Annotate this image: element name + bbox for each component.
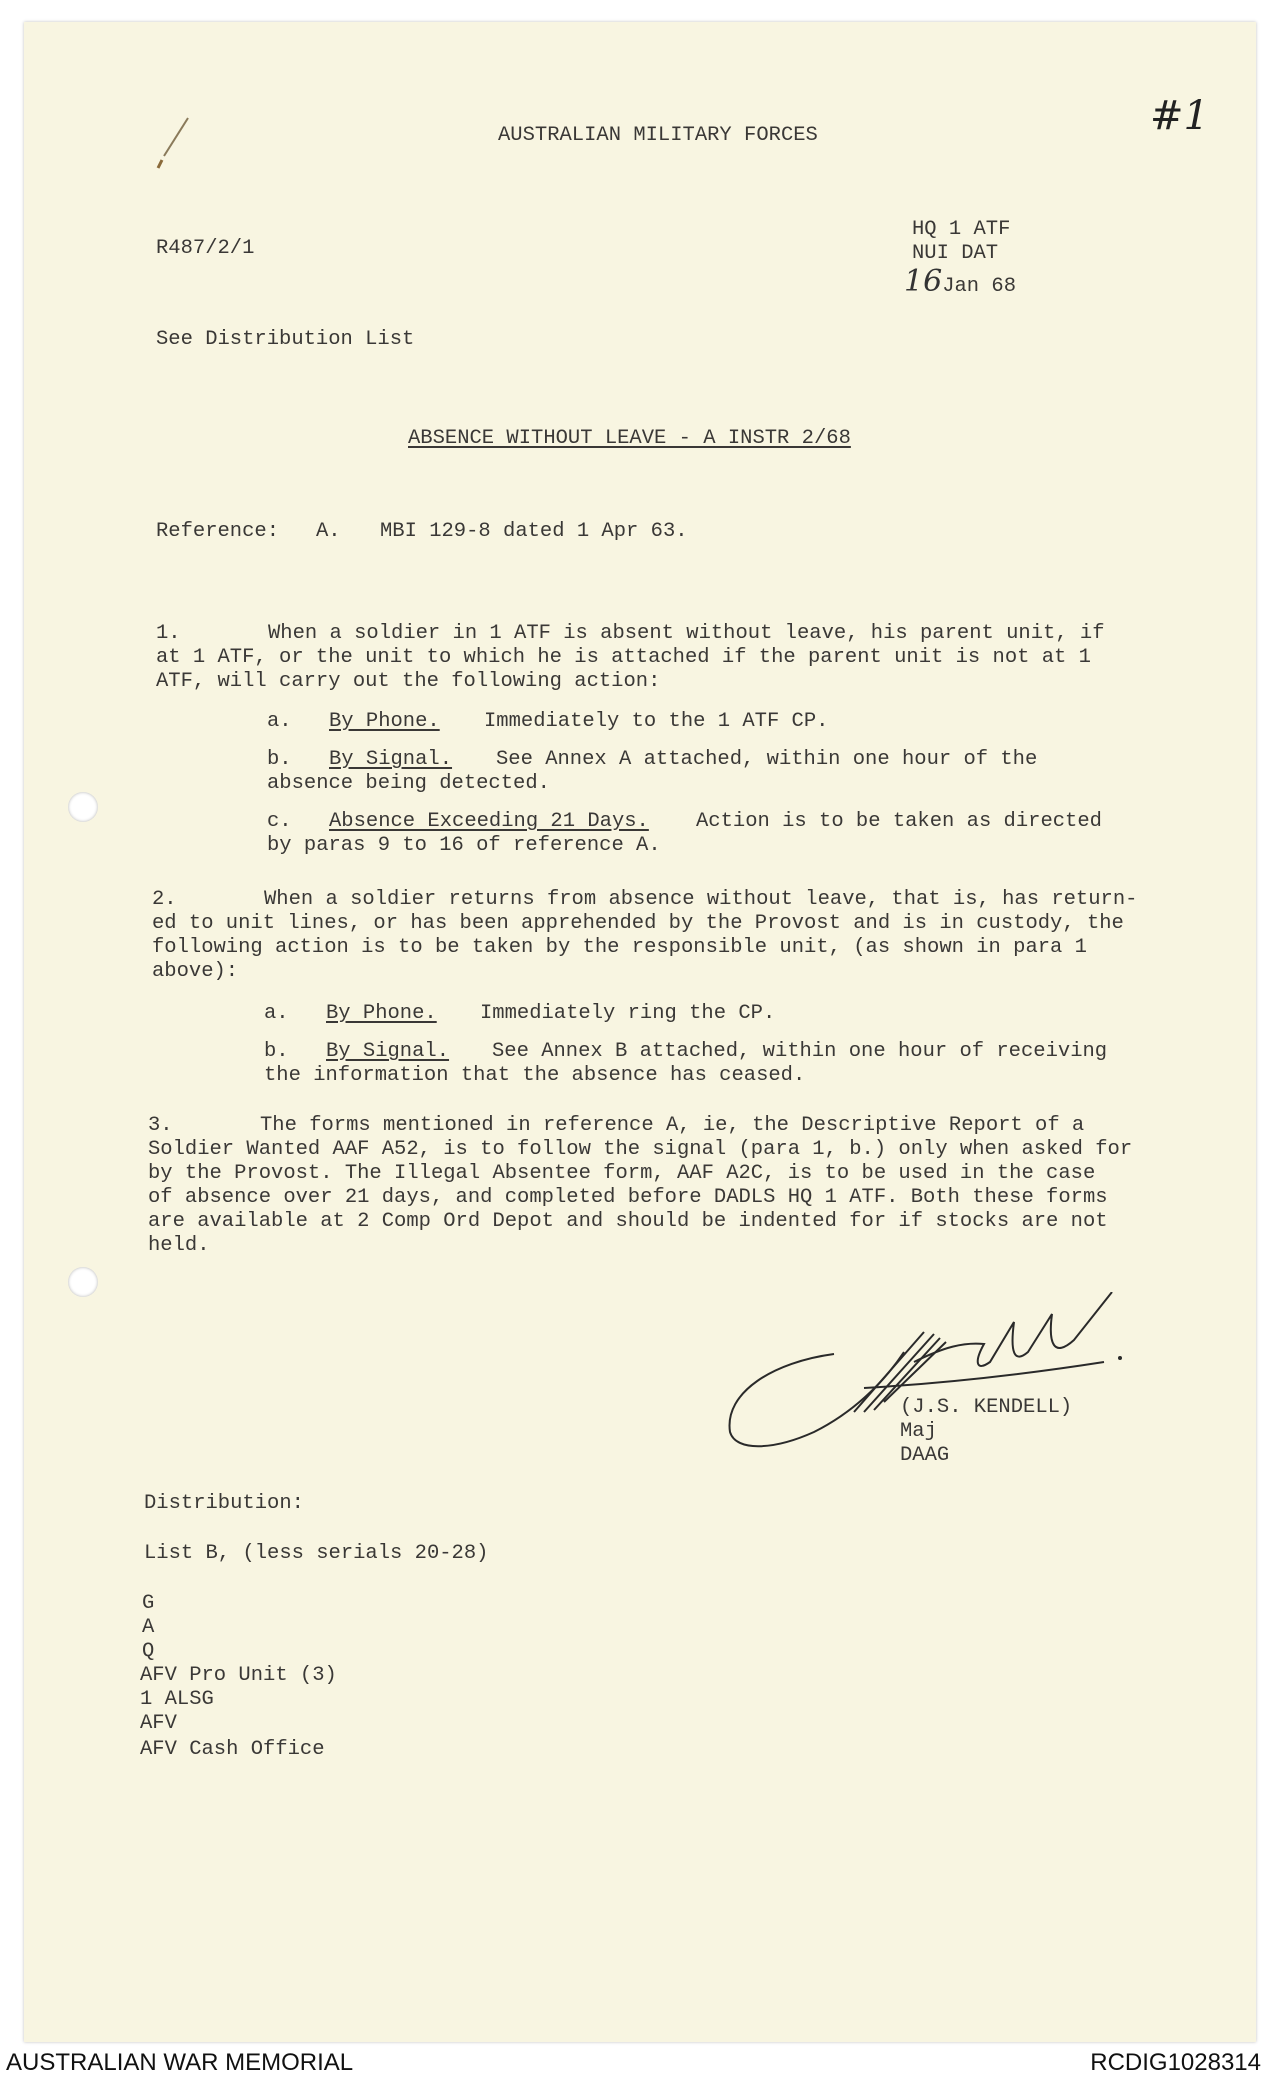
distribution-item: AFV bbox=[140, 1712, 177, 1735]
para-line: held. bbox=[148, 1234, 210, 1257]
document-page bbox=[24, 22, 1256, 2042]
footer-record-id: RCDIG1028314 bbox=[1090, 2049, 1261, 2076]
location: NUI DAT bbox=[912, 242, 999, 265]
subpara-text-cont: by paras 9 to 16 of reference A. bbox=[267, 834, 661, 857]
para-line: above): bbox=[152, 960, 239, 983]
para-line: When a soldier returns from absence without leave, that is, has return- bbox=[264, 888, 1138, 911]
para-line: Soldier Wanted AAF A52, is to follow the signal (para 1, b.) only when asked for bbox=[148, 1138, 1133, 1161]
subpara-heading: By Phone. bbox=[326, 1002, 437, 1025]
para-line: following action is to be taken by the responsible unit, (as shown in para 1 bbox=[152, 936, 1087, 959]
subpara-heading: By Signal. bbox=[326, 1040, 450, 1063]
punch-hole bbox=[68, 792, 98, 822]
distribution-list: List B, (less serials 20-28) bbox=[144, 1542, 489, 1565]
punch-hole bbox=[68, 1267, 98, 1297]
para-number: 1. bbox=[156, 622, 181, 645]
document-header: AUSTRALIAN MILITARY FORCES bbox=[498, 124, 818, 147]
subpara-letter: a. bbox=[264, 1002, 289, 1025]
headquarters: HQ 1 ATF bbox=[912, 218, 1011, 241]
reference-label: Reference: bbox=[156, 520, 280, 543]
distribution-item: G bbox=[142, 1592, 155, 1615]
reference-text: MBI 129-8 dated 1 Apr 63. bbox=[380, 520, 688, 543]
reference-letter: A. bbox=[316, 520, 341, 543]
distribution-item: AFV Cash Office bbox=[140, 1738, 325, 1761]
footer-source: AUSTRALIAN WAR MEMORIAL bbox=[6, 2049, 354, 2076]
subpara-letter: a. bbox=[267, 710, 292, 733]
para-line: ed to unit lines, or has been apprehended by the Provost and is in custody, the bbox=[152, 912, 1124, 935]
para-line: are available at 2 Comp Ord Depot and should be indented for if stocks are not bbox=[148, 1210, 1108, 1233]
subpara-text: Action is to be taken as directed bbox=[696, 810, 1102, 833]
para-number: 2. bbox=[152, 888, 177, 911]
document-date bbox=[904, 264, 1016, 299]
subpara-text: See Annex A attached, within one hour of the bbox=[496, 748, 1038, 771]
signatory-name: (J.S. KENDELL) bbox=[900, 1396, 1073, 1419]
subpara-text-cont: absence being detected. bbox=[267, 772, 550, 795]
para-line: by the Provost. The Illegal Absentee form, AAF A2C, is to be used in the case bbox=[148, 1162, 1096, 1185]
subpara-letter: c. bbox=[267, 810, 292, 833]
subpara-letter: b. bbox=[264, 1040, 289, 1063]
para-line: When a soldier in 1 ATF is absent without leave, his parent unit, if bbox=[268, 622, 1105, 645]
addressee: See Distribution List bbox=[156, 328, 415, 351]
file-reference: R487/2/1 bbox=[156, 237, 255, 260]
folio-mark: #1 bbox=[1150, 93, 1209, 139]
distribution-item: 1 ALSG bbox=[140, 1688, 214, 1711]
distribution-item: A bbox=[142, 1616, 155, 1639]
subpara-text: Immediately to the 1 ATF CP. bbox=[484, 710, 829, 733]
document-title: ABSENCE WITHOUT LEAVE - A INSTR 2/68 bbox=[408, 427, 851, 450]
signatory-appointment: DAAG bbox=[900, 1444, 950, 1467]
subpara-heading: Absence Exceeding 21 Days. bbox=[329, 810, 649, 833]
date-day-handwritten: 16 bbox=[904, 264, 943, 299]
para-line: of absence over 21 days, and completed before DADLS HQ 1 ATF. Both these forms bbox=[148, 1186, 1108, 1209]
distribution-item: AFV Pro Unit (3) bbox=[140, 1664, 337, 1687]
pencil-mark bbox=[154, 114, 194, 174]
para-line: ATF, will carry out the following action: bbox=[156, 670, 661, 693]
subpara-text-cont: the information that the absence has ceased. bbox=[264, 1064, 806, 1087]
distribution-label: Distribution: bbox=[144, 1492, 304, 1515]
subpara-text: Immediately ring the CP. bbox=[480, 1002, 776, 1025]
signatory-rank: Maj bbox=[900, 1420, 937, 1443]
para-line: at 1 ATF, or the unit to which he is attached if the parent unit is not at 1 bbox=[156, 646, 1091, 669]
para-line: The forms mentioned in reference A, ie, the Descriptive Report of a bbox=[260, 1114, 1085, 1137]
subpara-text: See Annex B attached, within one hour of receiving bbox=[492, 1040, 1108, 1063]
distribution-item: Q bbox=[142, 1640, 155, 1663]
date-month-year: Jan 68 bbox=[942, 275, 1016, 298]
subpara-heading: By Signal. bbox=[329, 748, 453, 771]
subpara-heading: By Phone. bbox=[329, 710, 440, 733]
subpara-letter: b. bbox=[267, 748, 292, 771]
para-number: 3. bbox=[148, 1114, 173, 1137]
